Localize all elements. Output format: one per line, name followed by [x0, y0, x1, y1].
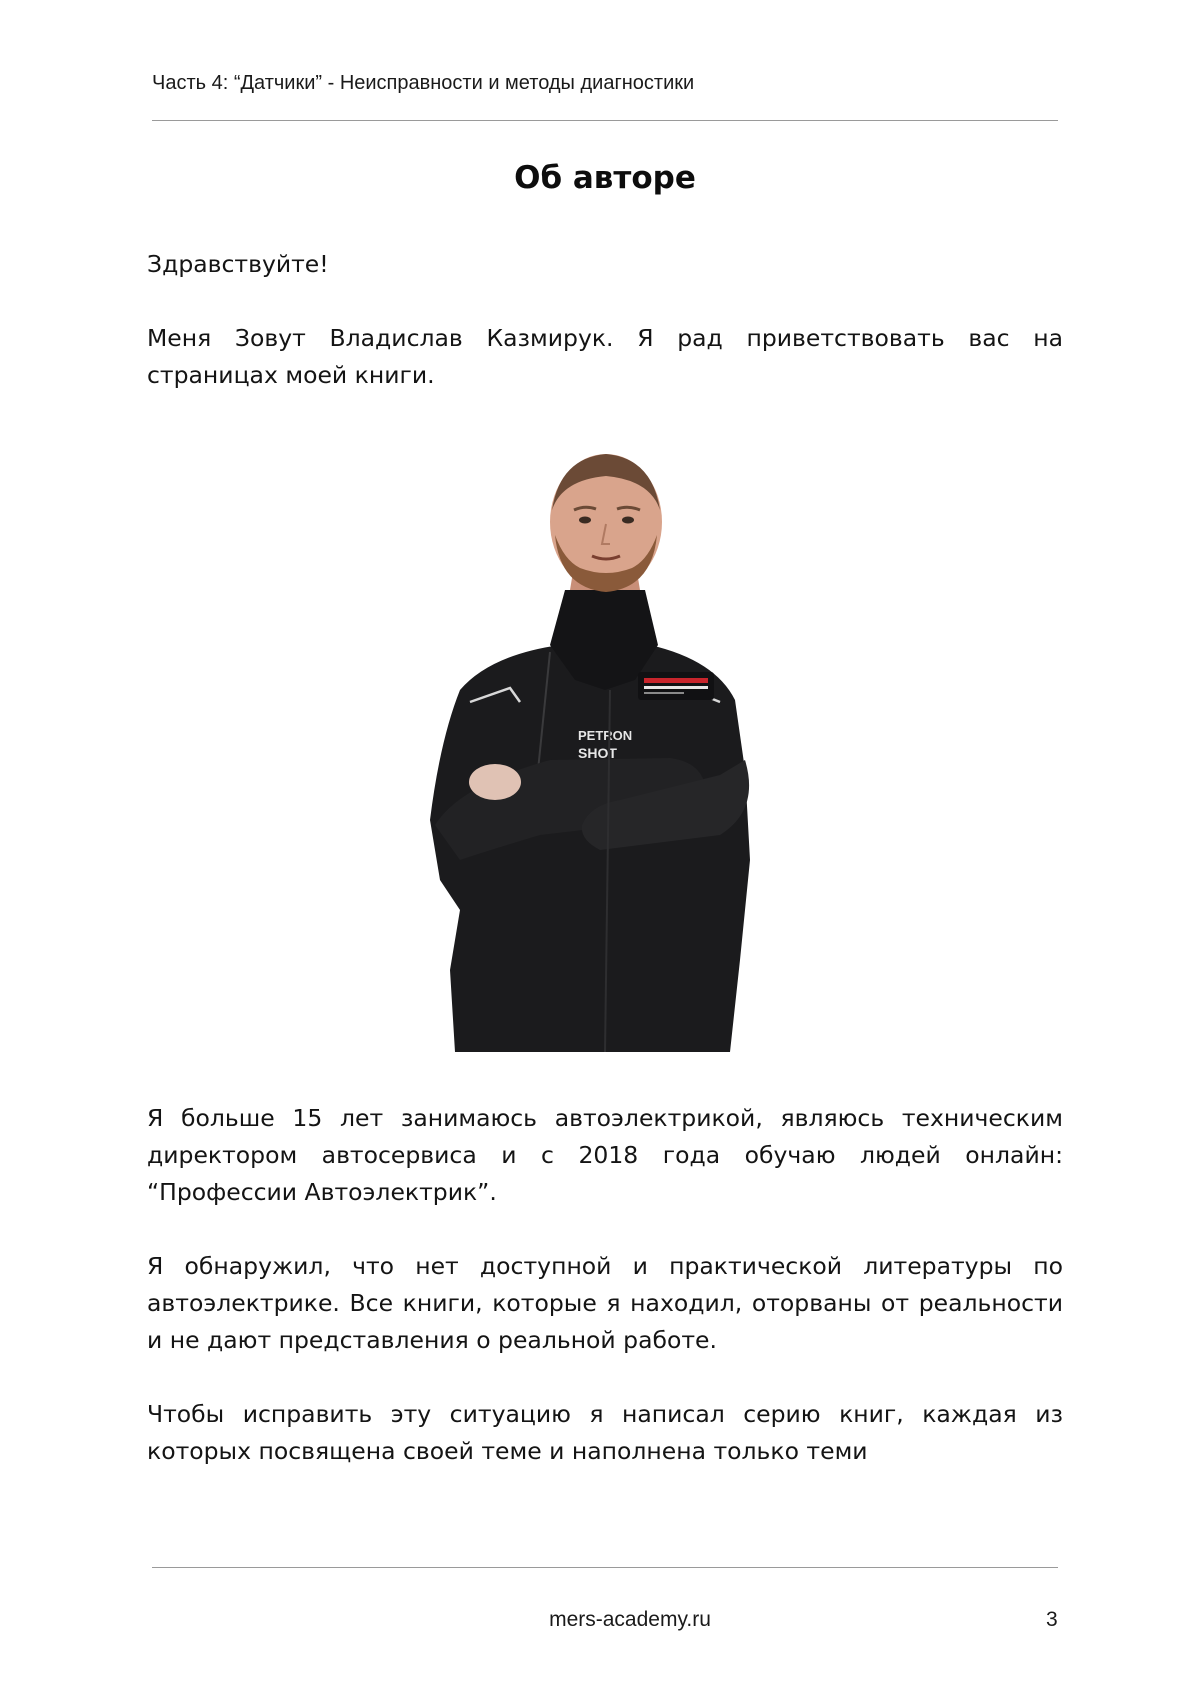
badge-text-2: SHOT [578, 745, 617, 761]
greeting-paragraph: Здравствуйте! [147, 250, 329, 278]
logo-stripe [644, 678, 708, 683]
page-title: Об авторе [514, 160, 696, 196]
discovery-paragraph: Я обнаружил, что нет доступной и практической литературы по автоэлектрике. Все книги, которые я находил, оторваны от реальности и не дают представления о реальной работе. [147, 1252, 1063, 1354]
footer-site[interactable]: mers-academy.ru [549, 1608, 711, 1631]
hand [469, 764, 521, 800]
solution-paragraph: Чтобы исправить эту ситуацию я написал серию книг, каждая из которых посвящена своей теме и наполнена только теми [147, 1400, 1063, 1465]
intro-paragraph: Меня Зовут Владислав Казмирук. Я рад приветствовать вас на страницах моей книги. [147, 324, 1063, 389]
header-rule [152, 120, 1058, 121]
experience-paragraph: Я больше 15 лет занимаюсь автоэлектрикой, являюсь техническим директором автосервиса и с 2018 года обучаю людей онлайн: “Профессии Автоэлектрик”. [147, 1104, 1063, 1206]
running-header: Часть 4: “Датчики” - Неисправности и методы диагностики [152, 72, 695, 94]
footer-rule [152, 1567, 1058, 1568]
author-photo [400, 440, 800, 1052]
page-number: 3 [1046, 1608, 1058, 1631]
badge-text-1: PETRON [578, 728, 633, 743]
